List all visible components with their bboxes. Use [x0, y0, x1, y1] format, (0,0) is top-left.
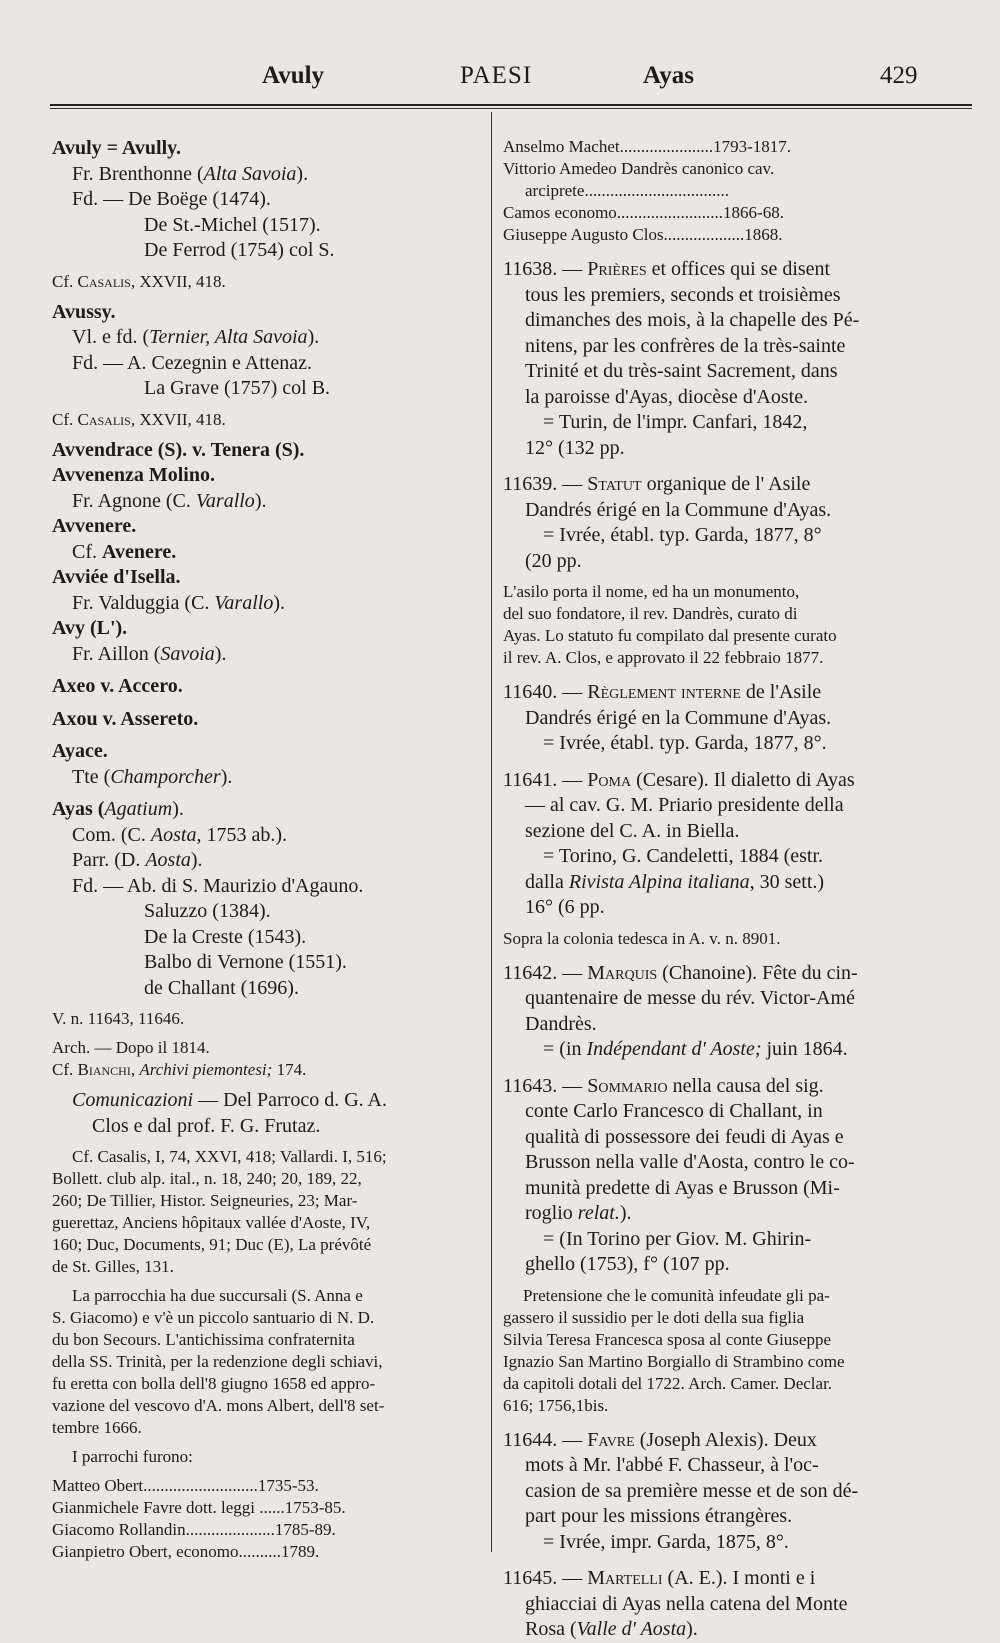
entry-line: Dandrès. — [525, 1012, 597, 1035]
entry-line: La Grave (1757) col B. — [144, 377, 331, 399]
entry-line: Fd. — De Boëge (1474). — [72, 188, 271, 210]
entry-line: 11643. — Sommario nella causa del sig. — [503, 1074, 824, 1097]
entry-11640 — [503, 680, 925, 757]
left-column — [52, 136, 484, 1563]
entry-11645 — [503, 1566, 925, 1643]
entry-ayace — [52, 739, 484, 790]
entry-line: Dandrés érigé en la Commune d'Ayas. — [525, 498, 832, 521]
entry-line: Saluzzo (1384). — [144, 900, 271, 922]
entry-heading: Avvenere. — [52, 515, 137, 537]
entry-line: tous les premiers, seconds et troisièmes — [525, 283, 841, 306]
entry-axou: Axou v. Assereto. — [52, 707, 199, 730]
entry-avvenere — [52, 514, 484, 565]
entry-line: roglio relat.). — [525, 1202, 632, 1224]
entry-crossref: V. n. 11643, 11646. — [52, 1009, 185, 1028]
entry-line: casion de sa première messe et de son dé- — [525, 1479, 859, 1502]
entry-line: part pour les missions étrangères. — [525, 1505, 793, 1527]
entry-reference: Cf. Casalis, XXVII, 418. — [52, 271, 226, 291]
entry-line: 11641. — Poma (Cesare). Il dialetto di Ayas — [503, 768, 855, 791]
note-line: Pretensione che le comunità infeudate gli pa- — [523, 1285, 830, 1305]
parroco-row: Camos economo.........................1866-68. — [503, 203, 784, 222]
entry-line: quantenaire de messe du rév. Victor-Amé — [525, 987, 855, 1009]
entry-line: 11642. — Marquis (Chanoine). Fête du cin- — [503, 961, 858, 984]
entry-line: de Challant (1696). — [144, 976, 299, 999]
entry-11644 — [503, 1428, 925, 1556]
entry-11638 — [503, 257, 925, 461]
note-line: Ayas. Lo statuto fu compilato dal presente curato — [503, 626, 837, 645]
bibliography-line: Cf. Casalis, I, 74, XXVI, 418; Vallardi. I, 516; — [72, 1147, 387, 1166]
entry-line: De Ferrod (1754) col S. — [144, 239, 335, 261]
entry-imprint: = Ivrée, établ. typ. Garda, 1877, 8° — [543, 524, 822, 546]
entry-imprint: = (in Indépendant d' Aoste; juin 1864. — [543, 1038, 848, 1060]
entry-avy — [52, 616, 484, 667]
entry-line: Parr. (D. Aosta). — [72, 849, 203, 871]
header-rule-thin — [50, 108, 972, 109]
entry-line: (20 pp. — [525, 549, 582, 572]
paragraph-line: fu eretta con bolla dell'8 giugno 1658 ed appro- — [52, 1374, 376, 1393]
entry-line: Fd. — Ab. di S. Maurizio d'Agauno. — [72, 874, 364, 897]
entry-line: dimanches des mois, à la chapelle des Pé- — [525, 309, 860, 331]
note-line: L'asilo porta il nome, ed ha un monumento, — [503, 582, 800, 601]
entry-line: mots à Mr. l'abbé F. Chasseur, à l'oc- — [525, 1454, 819, 1476]
entry-line: 12° (132 pp. — [525, 436, 625, 459]
entry-line: Brusson nella valle d'Aosta, contro le co- — [525, 1151, 855, 1173]
entry-heading: Avussy. — [52, 300, 116, 323]
entry-line: munità predette di Ayas e Brusson (Mi- — [525, 1176, 840, 1199]
running-head-left: Avuly — [262, 62, 325, 89]
entry-heading: Avuly = Avully. — [52, 137, 182, 159]
paragraph-line: La parrocchia ha due succursali (S. Anna e — [72, 1286, 363, 1305]
entry-ayas — [52, 797, 484, 1563]
entry-line: Rosa (Valle d' Aosta). — [525, 1618, 698, 1640]
entry-avuly — [52, 136, 484, 293]
entry-avvenenza — [52, 463, 484, 514]
entry-line: 11644. — Favre (Joseph Alexis). Deux — [503, 1428, 817, 1451]
entry-11642 — [503, 961, 925, 1063]
running-head-center: PAESI — [460, 62, 533, 89]
parroco-row: Vittorio Amedeo Dandrès canonico cav. — [503, 159, 775, 178]
running-head-right: Ayas — [643, 62, 694, 89]
entry-heading: Ayas (Agatium). — [52, 798, 184, 820]
entry-reference: Cf. Bianchi, Archivi piemontesi; 174. — [52, 1060, 307, 1079]
entry-line: Tte (Champorcher). — [72, 765, 233, 788]
entry-reference: Cf. Casalis, XXVII, 418. — [52, 409, 226, 429]
entry-line: ghello (1753), f° (107 pp. — [525, 1253, 730, 1275]
bibliography-line: de St. Gilles, 131. — [52, 1257, 174, 1276]
note-line: Sopra la colonia tedesca in A. v. n. 8901. — [503, 928, 781, 948]
entry-heading: Ayace. — [52, 740, 108, 762]
entry-heading: Avviée d'Isella. — [52, 566, 181, 588]
entry-imprint: = Ivrée, établ. typ. Garda, 1877, 8°. — [543, 732, 827, 754]
entry-line: conte Carlo Francesco di Challant, in — [525, 1100, 823, 1122]
note-line: gassero il sussidio per le doti della sua figlia — [503, 1307, 805, 1327]
paragraph-line: S. Giacomo) e v'è un piccolo santuario di N. D. — [52, 1308, 375, 1327]
bibliography-line: guerettaz, Anciens hôpitaux vallée d'Aoste, IV, — [52, 1213, 371, 1232]
entry-heading: Avy (L'). — [52, 617, 128, 639]
entry-line: Fr. Valduggia (C. Varallo). — [72, 591, 285, 614]
entry-line: Fd. — A. Cezegnin e Attenaz. — [72, 351, 312, 374]
note-line: Ignazio San Martino Borgiallo di Strambino come — [503, 1351, 845, 1371]
entry-line: Cf. Avenere. — [72, 540, 177, 563]
entry-line: Fr. Brenthonne (Alta Savoia). — [72, 162, 309, 185]
entry-axeo: Axeo v. Accero. — [52, 675, 183, 697]
bibliography-line: 260; De Tillier, Histor. Seigneuries, 23; Mar- — [52, 1191, 358, 1210]
entry-line: Comunicazioni — Del Parroco d. G. A. — [72, 1089, 387, 1111]
entry-avviee — [52, 565, 484, 616]
entry-line: Balbo di Vernone (1551). — [144, 951, 347, 973]
entry-line: ghiacciai di Ayas nella catena del Monte — [525, 1592, 848, 1615]
entry-line: Vl. e fd. (Ternier, Alta Savoia). — [72, 326, 320, 348]
entry-11641 — [503, 768, 925, 950]
entry-imprint: = Turin, de l'impr. Canfari, 1842, — [543, 411, 808, 433]
entry-line: 16° (6 pp. — [525, 896, 605, 918]
note-line: del suo fondatore, il rev. Dandrès, curato di — [503, 604, 798, 623]
paragraph-line: vazione del vescovo d'A. mons Albert, dell'8 set- — [52, 1396, 385, 1415]
entry-line: 11639. — Statut organique de l' Asile — [503, 473, 811, 495]
parroco-row: Giuseppe Augusto Clos...................1868. — [503, 225, 783, 244]
parroco-row: Anselmo Machet......................1793-1817. — [503, 137, 792, 156]
entry-line: 11638. — Prières et offices qui se disent — [503, 258, 831, 280]
entry-heading: Avvenenza Molino. — [52, 464, 215, 486]
paragraph-line: tembre 1666. — [52, 1418, 142, 1437]
parroco-row: Giacomo Rollandin.....................1785-89. — [52, 1520, 336, 1539]
parroco-row: Gianmichele Favre dott. leggi ......1753-85. — [52, 1498, 346, 1517]
paragraph-line: du bon Secours. L'antichissima confraternita — [52, 1330, 355, 1349]
column-divider — [491, 112, 492, 1552]
parroco-row: Matteo Obert...........................1735-53. — [52, 1476, 319, 1495]
right-column — [503, 136, 925, 1643]
entry-imprint: = (In Torino per Giov. M. Ghirin- — [543, 1227, 812, 1250]
entry-line: nitens, par les confrères de la très-sainte — [525, 334, 846, 357]
entry-line: Trinité et du très-saint Sacrement, dans — [525, 360, 838, 382]
bibliography-line: Bollett. club alp. ital., n. 18, 240; 20, 189, 22, — [52, 1169, 362, 1188]
entry-line: De la Creste (1543). — [144, 925, 307, 948]
entry-line: la paroisse d'Ayas, diocèse d'Aoste. — [525, 385, 809, 408]
note-line: Silvia Teresa Francesca sposa al conte Giuseppe — [503, 1329, 831, 1349]
entry-line: Fr. Agnone (C. Varallo). — [72, 489, 267, 512]
entry-line: qualità di possessore dei feudi di Ayas e — [525, 1125, 844, 1148]
note-line: il rev. A. Clos, e approvato il 22 febbraio 1877. — [503, 648, 824, 667]
entry-avussy — [52, 300, 484, 431]
entry-line: — al cav. G. M. Priario presidente della — [525, 794, 844, 816]
entry-line: dalla Rivista Alpina italiana, 30 sett.) — [525, 870, 825, 893]
parrochi-heading: I parrochi furono: — [72, 1447, 193, 1466]
parroco-row: Gianpietro Obert, economo..........1789. — [52, 1542, 320, 1561]
bibliography-line: 160; Duc, Documents, 91; Duc (E), La prévôté — [52, 1235, 372, 1254]
entry-11643 — [503, 1074, 925, 1417]
entry-line: Fr. Aillon (Savoia). — [72, 642, 227, 665]
entry-line: 11645. — Martelli (A. E.). I monti e i — [503, 1567, 816, 1589]
entry-line: De St.-Michel (1517). — [144, 213, 321, 236]
entry-line: sezione del C. A. in Biella. — [525, 819, 740, 842]
entry-11639 — [503, 472, 925, 669]
parroco-row: arciprete.................................. — [525, 181, 729, 200]
page-number: 429 — [880, 62, 918, 89]
entry-line: Com. (C. Aosta, 1753 ab.). — [72, 823, 288, 846]
entry-imprint: = Torino, G. Candeletti, 1884 (estr. — [543, 845, 824, 867]
entry-imprint: = Ivrée, impr. Garda, 1875, 8°. — [543, 1530, 789, 1553]
entry-line: Clos e dal prof. F. G. Frutaz. — [92, 1114, 321, 1137]
paragraph-line: della SS. Trinità, per la redenzione degli schiavi, — [52, 1352, 383, 1371]
header-rule-thick — [50, 104, 972, 106]
entry-archive: Arch. — Dopo il 1814. — [52, 1038, 210, 1057]
entry-line: Dandrés érigé en la Commune d'Ayas. — [525, 706, 832, 729]
note-line: da capitoli dotali del 1722. Arch. Camer. Declar. — [503, 1373, 833, 1393]
entry-avvendrace: Avvendrace (S). v. Tenera (S). — [52, 438, 305, 461]
entry-line: 11640. — Règlement interne de l'Asile — [503, 681, 822, 703]
note-line: 616; 1756,1bis. — [503, 1395, 609, 1415]
